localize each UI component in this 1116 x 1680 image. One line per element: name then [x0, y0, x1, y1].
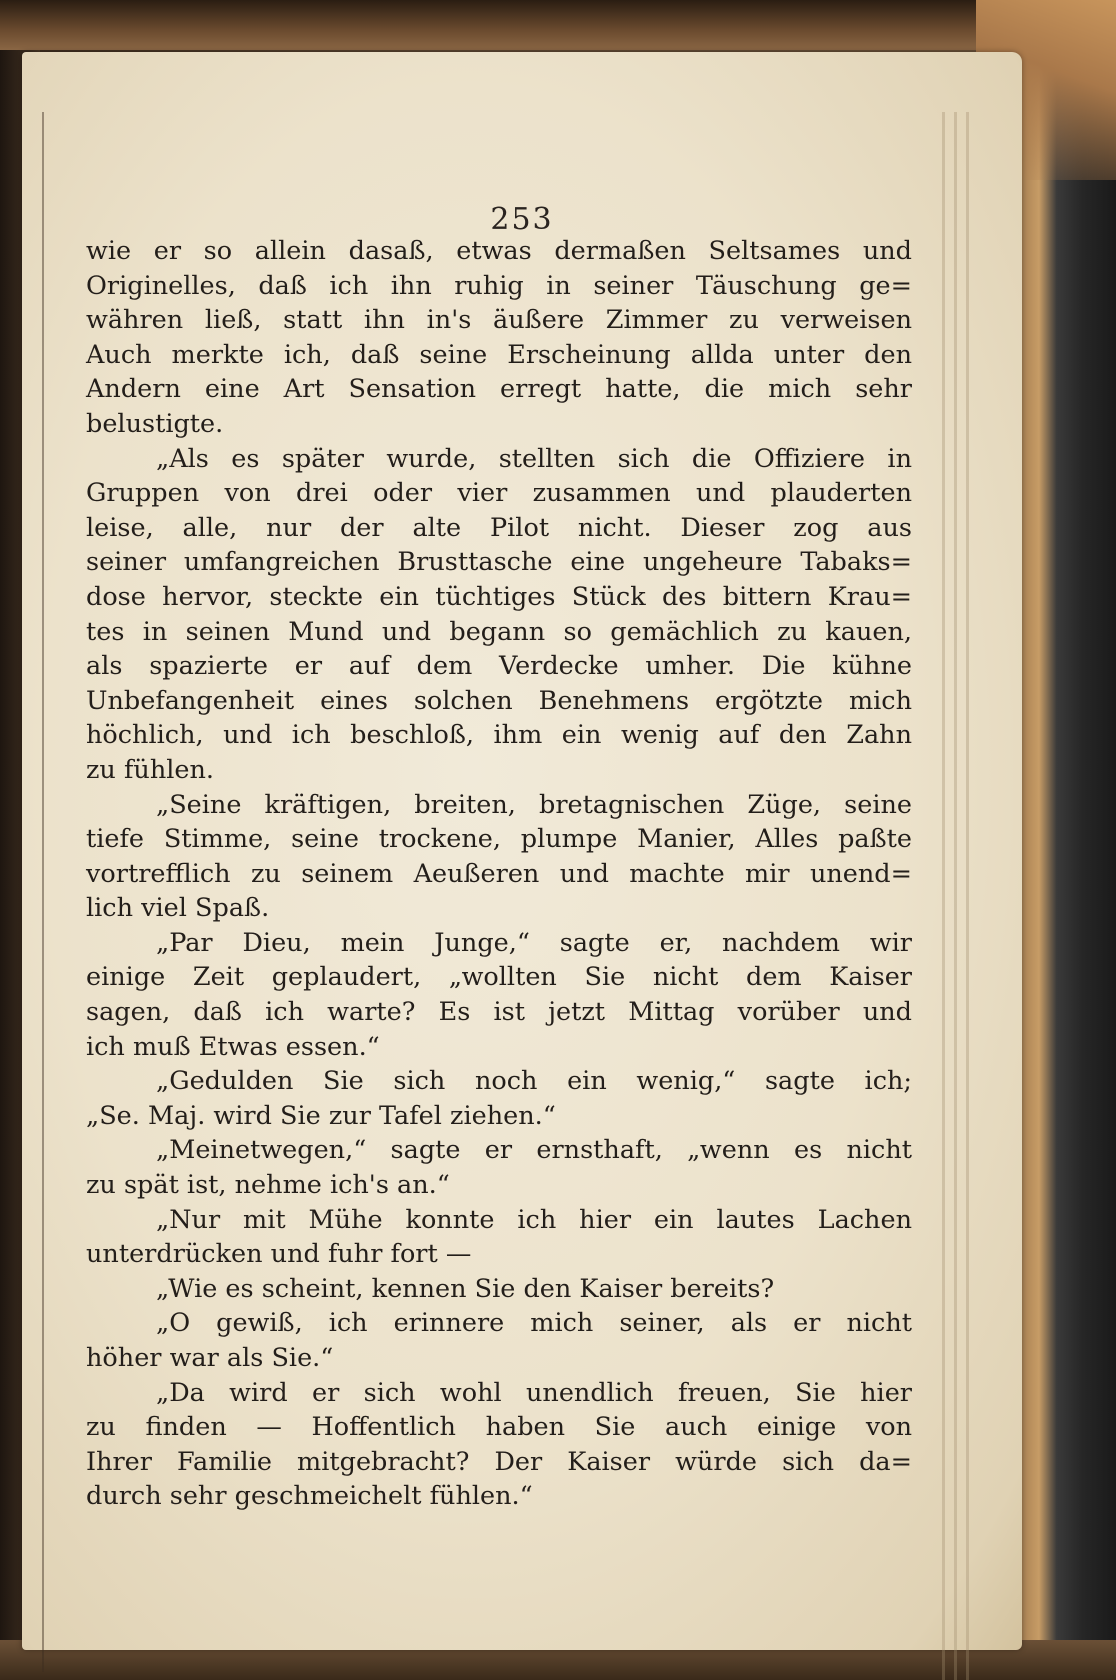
text-line: Auch merkte ich, daß seine Erscheinung allda unter den: [86, 339, 912, 370]
gutter-line: [42, 112, 44, 1672]
text-line: „Als es später wurde, stellten sich die Offiziere in: [156, 443, 912, 474]
page-edge-line: [966, 112, 969, 1680]
text-line: wie er so allein dasaß, etwas dermaßen Seltsames und: [86, 236, 912, 266]
text-line: seiner umfangreichen Brusttasche eine ungeheure Tabaks=: [86, 547, 912, 578]
body-text: [86, 234, 912, 1514]
text-line: ich muß Etwas essen.“: [86, 1031, 380, 1062]
text-line: leise, alle, nur der alte Pilot nicht. Dieser zog aus: [86, 512, 912, 543]
book-page: [22, 52, 1022, 1650]
text-line: „Gedulden Sie sich noch ein wenig,“ sagte ich;: [156, 1066, 912, 1097]
text-line: zu finden — Hoffentlich haben Sie auch einige von: [86, 1412, 912, 1443]
text-line: währen ließ, statt ihn in's äußere Zimmer zu verweisen: [86, 305, 912, 336]
text-line: tes in seinen Mund und begann so gemächlich zu kauen,: [86, 616, 912, 647]
text-line: „Nur mit Mühe konnte ich hier ein lautes Lachen: [156, 1204, 912, 1235]
text-line: Unbefangenheit eines solchen Benehmens ergötzte mich: [86, 685, 912, 716]
text-line: „Da wird er sich wohl unendlich freuen, Sie hier: [156, 1377, 912, 1408]
text-line: sagen, daß ich warte? Es ist jetzt Mittag vorüber und: [86, 997, 912, 1028]
text-line: belustigte.: [86, 408, 224, 439]
text-line: unterdrücken und fuhr fort —: [86, 1239, 472, 1270]
text-line: „Se. Maj. wird Sie zur Tafel ziehen.“: [86, 1100, 556, 1131]
text-line: durch sehr geschmeichelt fühlen.“: [86, 1481, 533, 1512]
text-line: dose hervor, steckte ein tüchtiges Stück des bittern Krau=: [86, 581, 912, 612]
text-line: „O gewiß, ich erinnere mich seiner, als er nicht: [156, 1308, 912, 1339]
text-line: Ihrer Familie mitgebracht? Der Kaiser würde sich da=: [86, 1446, 912, 1477]
text-line: höchlich, und ich beschloß, ihm ein wenig auf den Zahn: [86, 720, 912, 751]
text-line: zu fühlen.: [86, 754, 215, 785]
text-line: lich viel Spaß.: [86, 893, 270, 924]
page-edge-line: [942, 112, 945, 1680]
text-line: „Seine kräftigen, breiten, bretagnischen Züge, seine: [156, 789, 912, 820]
text-line: einige Zeit geplaudert, „wollten Sie nicht dem Kaiser: [86, 962, 912, 993]
book-cover-right-binding: [1006, 0, 1116, 1680]
book-cover-top-edge: [0, 0, 1116, 50]
text-line: Originelles, daß ich ihn ruhig in seiner Täuschung ge=: [86, 270, 912, 301]
text-line: als spazierte er auf dem Verdecke umher. Die kühne: [86, 651, 912, 682]
text-line: „Par Dieu, mein Junge,“ sagte er, nachdem wir: [156, 927, 912, 958]
text-line: „Meinetwegen,“ sagte er ernsthaft, „wenn es nicht: [156, 1135, 912, 1166]
text-line: „Wie es scheint, kennen Sie den Kaiser bereits?: [156, 1273, 775, 1304]
text-line: Andern eine Art Sensation erregt hatte, die mich sehr: [86, 374, 912, 405]
page-edge-line: [954, 112, 957, 1680]
text-line: Gruppen von drei oder vier zusammen und plauderten: [86, 478, 912, 509]
text-line: höher war als Sie.“: [86, 1343, 334, 1373]
text-line: zu spät ist, nehme ich's an.“: [86, 1170, 450, 1201]
text-line: tiefe Stimme, seine trockene, plumpe Manier, Alles paßte: [86, 824, 912, 855]
page-number: 253: [490, 202, 554, 237]
text-line: vortrefflich zu seinem Aeußeren und machte mir unend=: [86, 858, 912, 889]
